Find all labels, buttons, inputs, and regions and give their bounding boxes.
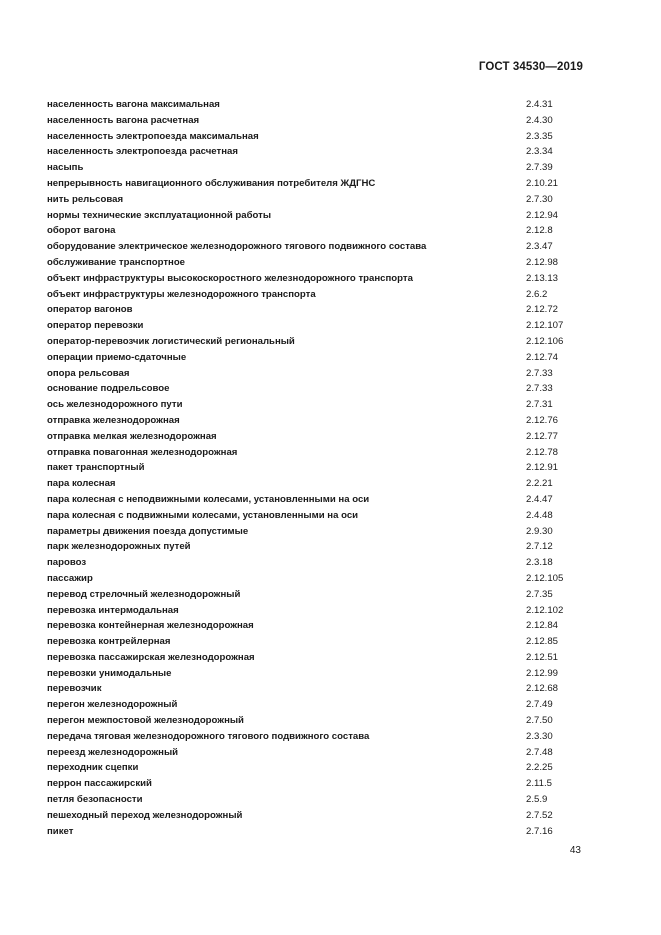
index-entry [47,603,587,619]
index-term: оборудование электрическое железнодорожного тягового подвижного состава [47,241,427,253]
index-section-ref: 2.12.85 [526,636,559,648]
index-entry [47,476,587,492]
index-section-ref: 2.2.21 [526,478,553,490]
index-section-ref: 2.7.50 [526,715,553,727]
index-term: перевозка контрейлерная [47,636,171,648]
alphabetical-index [47,97,587,839]
index-term: объект инфраструктуры железнодорожного транспорта [47,288,316,300]
index-term: пара колесная с подвижными колесами, установленными на оси [47,509,359,521]
index-entry [47,760,587,776]
index-term: оборот вагона [47,225,116,237]
index-entry [47,366,587,382]
index-section-ref: 2.12.99 [526,667,559,679]
index-section-ref: 2.7.39 [526,162,553,174]
index-term: перевод стрелочный железнодорожный [47,588,241,600]
index-entry [47,381,587,397]
index-entry [47,697,587,713]
index-term: оператор перевозки [47,320,144,332]
index-entry [47,318,587,334]
index-section-ref: 2.7.30 [526,193,553,205]
index-term: перевозка интермодальная [47,604,179,616]
index-term: нить рельсовая [47,193,124,205]
index-section-ref: 2.3.35 [526,130,553,142]
index-section-ref: 2.3.47 [526,241,553,253]
index-term: пикет [47,825,74,837]
index-entry [47,287,587,303]
index-section-ref: 2.12.51 [526,651,559,663]
index-term: переезд железнодорожный [47,746,179,758]
index-section-ref: 2.12.76 [526,414,559,426]
index-entry [47,729,587,745]
index-entry [47,144,587,160]
index-entry [47,208,587,224]
index-term: параметры движения поезда допустимые [47,525,249,537]
index-entry [47,745,587,761]
index-section-ref: 2.12.98 [526,256,559,268]
index-section-ref: 2.3.30 [526,730,553,742]
index-section-ref: 2.7.12 [526,541,553,553]
index-entry [47,334,587,350]
index-entry [47,302,587,318]
index-section-ref: 2.4.30 [526,114,553,126]
index-term: перегон железнодорожный [47,699,178,711]
index-term: петля безопасности [47,794,143,806]
index-entry [47,239,587,255]
index-term: пешеходный переход железнодорожный [47,809,243,821]
index-entry [47,113,587,129]
index-section-ref: 2.12.72 [526,304,559,316]
index-entry [47,460,587,476]
index-section-ref: 2.13.13 [526,272,559,284]
index-term: пара колесная [47,478,116,490]
index-term: парк железнодорожных путей [47,541,191,553]
index-section-ref: 2.12.84 [526,620,559,632]
index-section-ref: 2.12.102 [526,604,564,616]
index-entry [47,681,587,697]
index-entry [47,555,587,571]
index-entry [47,524,587,540]
index-entry [47,429,587,445]
index-section-ref: 2.9.30 [526,525,553,537]
index-section-ref: 2.12.77 [526,430,559,442]
index-entry [47,160,587,176]
index-entry [47,792,587,808]
index-section-ref: 2.12.78 [526,446,559,458]
index-term: отправка повагонная железнодорожная [47,446,238,458]
index-section-ref: 2.12.106 [526,335,564,347]
index-term: перевозка пассажирская железнодорожная [47,651,255,663]
index-section-ref: 2.12.94 [526,209,559,221]
index-section-ref: 2.7.16 [526,825,553,837]
index-term: непрерывность навигационного обслуживания потребителя ЖДГНС [47,177,376,189]
index-section-ref: 2.7.49 [526,699,553,711]
index-entry [47,397,587,413]
index-entry [47,176,587,192]
index-term: основание подрельсовое [47,383,170,395]
index-term: опора рельсовая [47,367,130,379]
index-term: нормы технические эксплуатационной работы [47,209,272,221]
index-section-ref: 2.4.48 [526,509,553,521]
index-term: объект инфраструктуры высокоскоростного железнодорожного транспорта [47,272,413,284]
index-entry [47,824,587,840]
index-section-ref: 2.3.18 [526,557,553,569]
index-entry [47,713,587,729]
index-term: отправка мелкая железнодорожная [47,430,217,442]
index-section-ref: 2.12.74 [526,351,559,363]
index-term: переходник сцепки [47,762,139,774]
index-term: перевозка контейнерная железнодорожная [47,620,254,632]
index-entry [47,808,587,824]
index-entry [47,255,587,271]
index-term: ось железнодорожного пути [47,399,183,411]
index-entry [47,571,587,587]
index-term: населенность электропоезда расчетная [47,146,238,158]
index-entry [47,650,587,666]
index-term: пакет транспортный [47,462,145,474]
index-term: пара колесная с неподвижными колесами, установленными на оси [47,493,370,505]
index-section-ref: 2.7.33 [526,383,553,395]
index-entry [47,508,587,524]
index-section-ref: 2.11.5 [526,778,552,790]
index-section-ref: 2.2.25 [526,762,553,774]
index-term: оператор-перевозчик логистический региональный [47,335,295,347]
index-entry [47,413,587,429]
index-entry [47,666,587,682]
index-entry [47,776,587,792]
index-term: пассажир [47,572,93,584]
index-entry [47,445,587,461]
index-term: операции приемо-сдаточные [47,351,187,363]
index-section-ref: 2.7.33 [526,367,553,379]
index-section-ref: 2.7.31 [526,399,553,411]
index-term: обслуживание транспортное [47,256,186,268]
index-entry [47,97,587,113]
index-entry [47,271,587,287]
index-section-ref: 2.12.68 [526,683,559,695]
index-entry [47,634,587,650]
index-section-ref: 2.12.8 [526,225,553,237]
index-term: перрон пассажирский [47,778,152,790]
index-entry [47,492,587,508]
index-term: населенность электропоезда максимальная [47,130,259,142]
index-term: перевозки унимодальные [47,667,172,679]
index-entry [47,192,587,208]
index-term: паровоз [47,557,87,569]
index-section-ref: 2.12.105 [526,572,564,584]
index-section-ref: 2.4.47 [526,493,553,505]
index-entry [47,539,587,555]
index-section-ref: 2.7.52 [526,809,553,821]
page-number: 43 [569,845,581,856]
index-term: населенность вагона расчетная [47,114,200,126]
index-section-ref: 2.7.35 [526,588,553,600]
index-term: перевозчик [47,683,102,695]
document-header: ГОСТ 34530—2019 [478,61,583,73]
index-section-ref: 2.3.34 [526,146,553,158]
index-term: передача тяговая железнодорожного тягового подвижного состава [47,730,370,742]
index-section-ref: 2.12.107 [526,320,564,332]
index-term: оператор вагонов [47,304,133,316]
index-entry [47,223,587,239]
index-entry [47,618,587,634]
index-term: насыпь [47,162,84,174]
index-section-ref: 2.7.48 [526,746,553,758]
index-section-ref: 2.10.21 [526,177,559,189]
index-term: перегон межпостовой железнодорожный [47,715,244,727]
index-entry [47,587,587,603]
index-entry [47,129,587,145]
index-term: отправка железнодорожная [47,414,180,426]
index-section-ref: 2.5.9 [526,794,548,806]
index-section-ref: 2.6.2 [526,288,548,300]
index-section-ref: 2.12.91 [526,462,559,474]
index-term: населенность вагона максимальная [47,99,220,110]
index-section-ref: 2.4.31 [526,99,553,110]
index-entry [47,350,587,366]
